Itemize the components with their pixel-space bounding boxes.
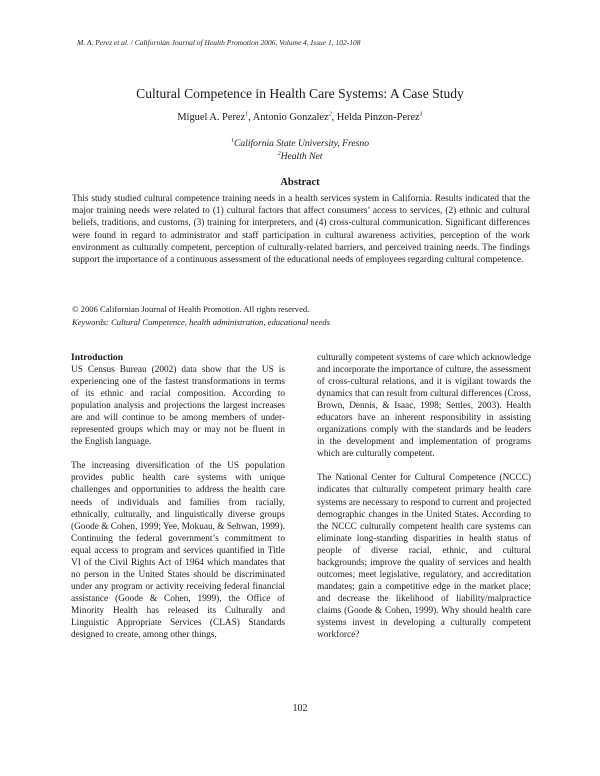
affiliation-name: California State University, Fresno [233, 138, 369, 149]
affiliation-name: Health Net [280, 151, 323, 162]
author-separator: , [331, 112, 337, 123]
running-head: M. A. Perez et al. / Californian Journal of Health Promotion 2006, Volume 4, Issue 1, 102-108 [77, 38, 361, 47]
body-paragraph: culturally competent systems of care which acknowledge and incorporate the importance of culture, the assessment of cross-cultural relations, and it is vigilant towards the dynamics that can result from cultural differences (Cross, Brown, Dennis, & Isaac, 1998; Settles, 2003). Health educators have an inherent responsibility in assisting organizations comply with the standards and be leaders in the development and implementation of programs which are culturally competent. [317, 353, 531, 460]
affiliation [0, 151, 600, 162]
affiliation-marker: 1 [230, 137, 234, 144]
affiliation [0, 138, 600, 149]
author-affiliation-marker: 1 [245, 111, 249, 118]
author-name: Antonio Gonzalez [252, 112, 329, 123]
author-affiliation-marker: 2 [328, 111, 332, 118]
affiliation-marker: 2 [277, 150, 281, 157]
body-paragraph: US Census Bureau (2002) data show that the US is experiencing one of the fastest transformations in terms of its ethnic and racial composition. According to population analysis and projections the largest increases are and will continue to be among members of under-represented groups which may or may not be fluent in the English language. [71, 365, 285, 448]
right-column [317, 352, 531, 653]
abstract-heading: Abstract [280, 177, 320, 188]
left-column [71, 352, 285, 653]
abstract-text: This study studied cultural competence training needs in a health services system in California. Results indicated that the major training needs were related to (1) cultural factors that affect consumers’ access to services, (2) ethnic and cultural beliefs, traditions, and customs, (3) training for interpreters, and (4) cross-cultural communication. Significant differences were found in regard to administrator and staff participation in cultural awareness activities, perception of the work environment as culturally competent, perception of culturally-related barriers, and perceived training needs. The findings support the importance of a continuous assessment of the educational needs of employees regarding cultural competence. [72, 194, 530, 266]
author-affiliation-marker: 1 [419, 111, 423, 118]
section-heading: Introduction [71, 352, 124, 363]
copyright-notice: © 2006 Californian Journal of Health Promotion. All rights reserved. [72, 304, 310, 314]
author-name: Helda Pinzon-Perez [336, 112, 420, 123]
body-paragraph: The increasing diversification of the US population provides public health care systems with unique challenges and opportunities to address the health care needs of individuals and families from racially, ethnically, culturally, and linguistically diverse groups (Goode & Cohen, 1999; Yee, Mokuau, & Sehwan, 1999). Continuing the federal government’s commitment to equal access to program and services quantified in Title VI of the Civil Rights Act of 1964 which mandates that no person in the United States should be discriminated under any program or activity receiving federal financial assistance (Goode & Cohen, 1999), the Office of Minority Health has released its Culturally and Linguistic Appropriate Services (CLAS) Standards designed to create, among other things, [71, 461, 285, 641]
author-name: Miguel A. Perez [177, 112, 246, 123]
author-list [0, 112, 600, 123]
article-title: Cultural Competence in Health Care Systems: A Case Study [136, 86, 464, 101]
author-separator: , [248, 112, 253, 123]
keywords: Keywords: Cultural Competence, health administration, educational needs [72, 317, 330, 327]
page-number: 102 [292, 703, 308, 714]
body-paragraph: The National Center for Cultural Competence (NCCC) indicates that culturally competent primary health care systems are necessary to respond to current and projected demographic changes in the United States. According to the NCCC culturally competent health care systems can eliminate long-standing disparities in health status of people of diverse racial, ethnic, and cultural backgrounds; improve the quality of services and health outcomes; meet legislative, regulatory, and accreditation mandates; gain a competitive edge in the market place; and decrease the likelihood of liability/malpractice claims (Goode & Cohen, 1999). Why should health care systems invest in developing a culturally competent workforce? [317, 473, 531, 641]
